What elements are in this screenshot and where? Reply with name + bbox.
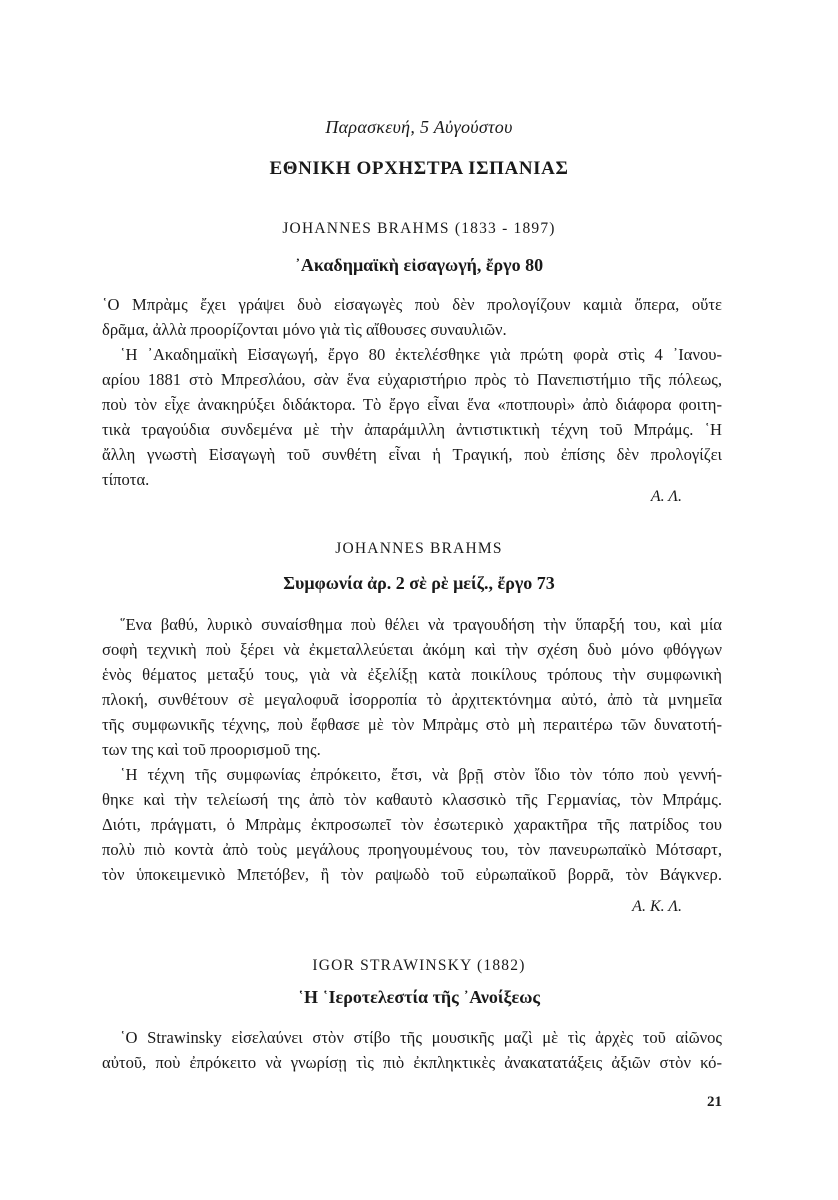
text-line: δρᾶμα, ἀλλὰ προορίζονται μόνο γιὰ τὶς αἴθουσες συναυλιῶν. [102,320,507,339]
text-line: σοφὴ τεχνικὴ ποὺ ξέρει νὰ ἐκμεταλλεύεται ἀκόμη καὶ τὴν σχέση δυὸ μόνο φθόγγων [102,640,722,659]
text-line: τικὰ τραγούδια συνδεμένα μὲ τὴν ἀπαράμιλλη ἀντιστικτικὴ τέχνη τοῦ Μπράμς. ῾Η [102,420,722,439]
text-line: ῞Ενα βαθύ, λυρικὸ συναίσθημα ποὺ θέλει νὰ τραγουδήση τὴν ὕπαρξή του, καὶ μία [120,615,722,634]
text-line: τὸν ὑποκειμενικὸ Μπετόβεν, ἢ τὸν ραψωδὸ τοῦ εὐρωπαϊκοῦ βορρᾶ, τὸν Βάγκνερ. [102,865,722,884]
text-line: τίποτα. [102,470,150,489]
text-line: ῾Ο Strawinsky εἰσελαύνει στὸν στίβο τῆς μουσικῆς μαζὶ μὲ τὶς ἀρχὲς τοῦ αἰῶνος [120,1028,722,1047]
orchestra-title: ΕΘΝΙΚΗ ΟΡΧΗΣΤΡΑ ΙΣΠΑΝΙΑΣ [269,158,569,179]
work-title: ᾿Ακαδημαϊκὴ εἰσαγωγή, ἔργο 80 [294,255,544,275]
composer-heading: JOHANNES BRAHMS [335,540,503,557]
text-line: ἑνὸς θέματος μεταξύ τους, γιὰ νὰ ἐξελίξῃ κατὰ ποικίλους τρόπους τὴν συμφωνικὴ [102,665,722,684]
text-line: ποὺ τὸν εἶχε ἀνακηρύξει διδάκτορα. Τὸ ἔργο εἶναι ἕνα «ποτπουρὶ» ἀπὸ διάφορα φοιτη- [102,395,722,414]
composer-heading: JOHANNES BRAHMS (1833 - 1897) [282,220,556,237]
concert-date: Παρασκευή, 5 Αὐγούστου [325,117,513,137]
text-line: πλοκή, συνθέτουν σὲ μεγαλοφυᾶ ἰσορροπία τὸ ἀρχιτεκτόνημα αὐτό, ἀπὸ τὰ μνημεῖα [102,690,722,709]
text-line: των της καὶ τοῦ προορισμοῦ της. [102,740,321,759]
text-line: ἄλλη γνωστὴ Εἰσαγωγὴ τοῦ συνθέτη εἶναι ἡ Τραγική, ποὺ ἐπίσης δὲν προλογίζει [102,445,722,464]
text-line: πολὺ πιὸ κοντὰ ἀπὸ τοὺς μεγάλους προηγουμένους του, τὸν πανευρωπαϊκὸ Μότσαρτ, [102,840,722,859]
author-signature: Α. Κ. Λ. [632,898,682,915]
text-line: ῾Ο Μπρὰμς ἔχει γράψει δυὸ εἰσαγωγὲς ποὺ δὲν προλογίζουν καμιὰ ὄπερα, οὔτε [102,295,722,314]
text-line: αρίου 1881 στὸ Μπρεσλάου, σὰν ἕνα εὐχαριστήριο πρὸς τὸ Πανεπιστήμιο τῆς πόλεως, [102,370,722,389]
text-line: ῾Η τέχνη τῆς συμφωνίας ἐπρόκειτο, ἔτσι, νὰ βρῇ στὸν ἴδιο τὸν τόπο ποὺ γεννή- [120,765,722,784]
work-title: ῾Η ῾Ιεροτελεστία τῆς ᾿Ανοίξεως [298,987,540,1007]
composer-heading: IGOR STRAWINSKY (1882) [312,957,526,974]
text-line: αὐτοῦ, ποὺ ἐπρόκειτο νὰ γνωρίσῃ τὶς πιὸ ἐκπληκτικὲς ἀνακατατάξεις ἀξιῶν στὸν κό- [102,1053,722,1072]
author-signature: Α. Λ. [650,488,682,505]
text-line: Διότι, πράγματι, ὁ Μπρὰμς ἐκπροσωπεῖ τὸν ἐσωτερικὸ χαρακτῆρα τῆς πατρίδος του [102,815,722,834]
text-line: ῾Η ᾿Ακαδημαϊκὴ Εἰσαγωγή, ἔργο 80 ἐκτελέσθηκε γιὰ πρώτη φορὰ στὶς 4 ᾿Ιανου- [120,345,722,364]
work-title: Συμφωνία ἀρ. 2 σὲ ρὲ μείζ., ἔργο 73 [283,573,555,593]
page-number: 21 [707,1094,722,1110]
text-line: τῆς συμφωνικῆς τέχνης, ποὺ ἔφθασε μὲ τὸν Μπρὰμς στὸ μὴ περαιτέρω τῶν δυνατοτή- [102,715,722,734]
text-line: θηκε καὶ τὴν τελείωσή της ἀπὸ τὸν καθαυτὸ κλασσικὸ τῆς Γερμανίας, τὸν Μπράμς. [102,790,722,809]
